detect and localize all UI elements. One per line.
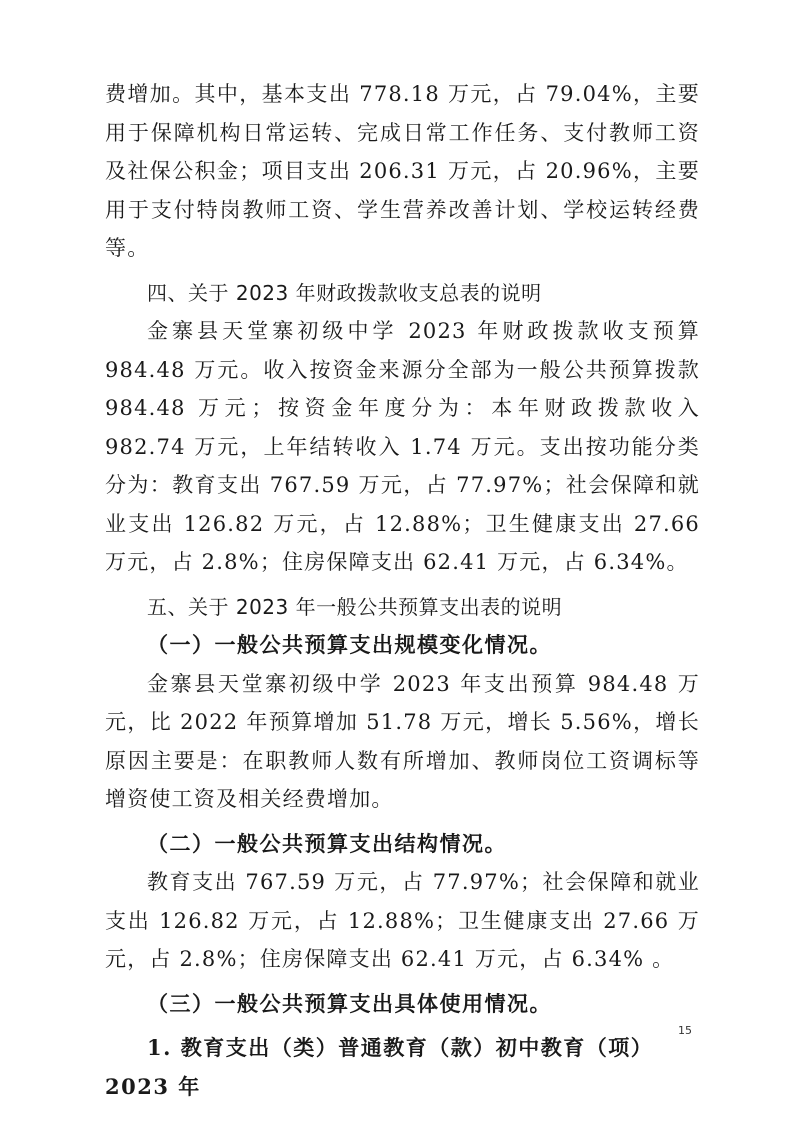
subheading-2: （二）一般公共预算支出结构情况。	[147, 830, 507, 856]
paragraph-continued: 费增加。其中，基本支出 778.18 万元，占 79.04%，主要用于保障机构日常运转、完成日常工作任务、支付教师工资及社保公积金；项目支出 206.31 万元，占 20.96%，主要用于支付特岗教师工资、学生营养改善计划、学校运转经费等。	[105, 82, 700, 260]
page-number: 15	[678, 1024, 692, 1037]
paragraph-scale-change: 金寨县天堂寨初级中学 2023 年支出预算 984.48 万元，比 2022 年预算增加 51.78 万元，增长 5.56%，增长原因主要是：在职教师人数有所增加、教师岗位工资调标等增资使工资及相关经费增加。	[105, 671, 700, 811]
subheading-1: （一）一般公共预算支出规模变化情况。	[147, 632, 552, 657]
paragraph-fiscal-summary: 金寨县天堂寨初级中学 2023 年财政拨款收支预算 984.48 万元。收入按资金来源分全部为一般公共预算拨款 984.48 万元；按资金年度分为：本年财政拨款收入 982.74 万元，上年结转收入 1.74 万元。支出按功能分类分为：教育支出 767.59 万元，占 77.97%；社会保障和就业支出 126.82 万元，占 12.88%；卫生健康支出 27.66 万元，占 2.8%；住房保障支出 62.41 万元，占 6.34%。	[105, 319, 700, 574]
section-heading-4: 四、关于 2023 年财政拨款收支总表的说明	[147, 280, 542, 305]
subheading-3: （三）一般公共预算支出具体使用情况。	[147, 990, 552, 1016]
paragraph-structure: 教育支出 767.59 万元，占 77.97%；社会保障和就业支出 126.82 万元，占 12.88%；卫生健康支出 27.66 万元，占 2.8%；住房保障支出 62.41 万元，占 6.34% 。	[105, 870, 700, 971]
section-heading-5: 五、关于 2023 年一般公共预算支出表的说明	[147, 594, 563, 619]
document-body	[105, 75, 700, 1106]
item-heading-1: 1. 教育支出（类）普通教育（款）初中教育（项）2023 年	[105, 1035, 654, 1099]
